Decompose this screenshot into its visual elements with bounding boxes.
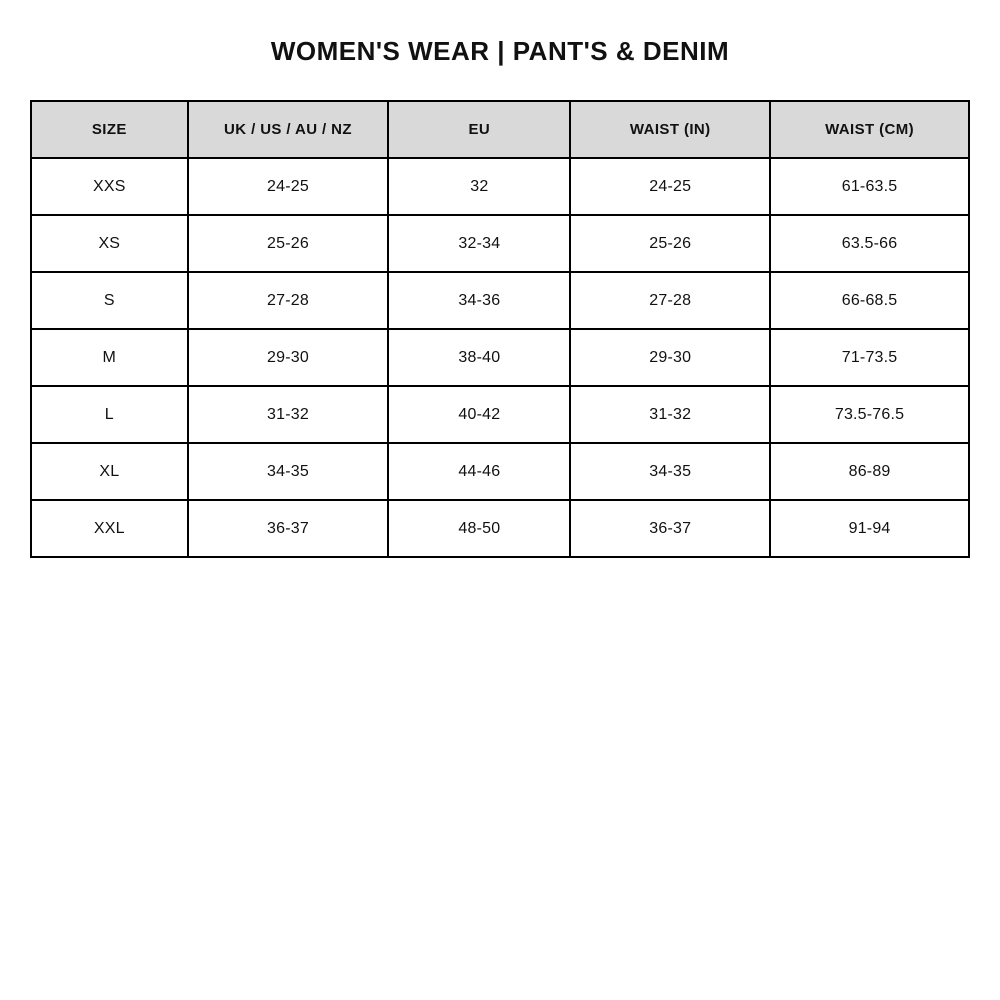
table-row-xxs: [31, 158, 969, 215]
table-row-m: [31, 329, 969, 386]
table-row-xl: [31, 443, 969, 500]
cell-eu: 44-46: [388, 443, 570, 500]
column-header-waist-cm: WAIST (CM): [770, 101, 969, 158]
cell-waist-in: 34-35: [570, 443, 770, 500]
cell-uk-us-au-nz: 31-32: [188, 386, 389, 443]
cell-size: XXS: [31, 158, 188, 215]
cell-uk-us-au-nz: 29-30: [188, 329, 389, 386]
cell-waist-cm: 86-89: [770, 443, 969, 500]
column-header-eu: EU: [388, 101, 570, 158]
cell-eu: 32: [388, 158, 570, 215]
table-header-row: [31, 101, 969, 158]
cell-waist-cm: 61-63.5: [770, 158, 969, 215]
cell-waist-cm: 66-68.5: [770, 272, 969, 329]
cell-waist-cm: 71-73.5: [770, 329, 969, 386]
table-row-s: [31, 272, 969, 329]
cell-uk-us-au-nz: 34-35: [188, 443, 389, 500]
column-header-uk-us-au-nz: UK / US / AU / NZ: [188, 101, 389, 158]
cell-uk-us-au-nz: 36-37: [188, 500, 389, 557]
cell-waist-in: 25-26: [570, 215, 770, 272]
table-row-xs: [31, 215, 969, 272]
cell-waist-in: 27-28: [570, 272, 770, 329]
cell-waist-in: 24-25: [570, 158, 770, 215]
cell-size: XXL: [31, 500, 188, 557]
cell-eu: 48-50: [388, 500, 570, 557]
table-row-xxl: [31, 500, 969, 557]
cell-size: L: [31, 386, 188, 443]
cell-eu: 32-34: [388, 215, 570, 272]
cell-uk-us-au-nz: 24-25: [188, 158, 389, 215]
cell-eu: 38-40: [388, 329, 570, 386]
cell-size: S: [31, 272, 188, 329]
cell-size: M: [31, 329, 188, 386]
cell-eu: 40-42: [388, 386, 570, 443]
cell-size: XL: [31, 443, 188, 500]
column-header-size: SIZE: [31, 101, 188, 158]
cell-waist-cm: 73.5-76.5: [770, 386, 969, 443]
cell-waist-in: 31-32: [570, 386, 770, 443]
size-chart-table: [30, 100, 970, 558]
page-title: WOMEN'S WEAR | PANT'S & DENIM: [270, 36, 730, 66]
cell-waist-cm: 63.5-66: [770, 215, 969, 272]
cell-waist-in: 36-37: [570, 500, 770, 557]
column-header-waist-in: WAIST (IN): [570, 101, 770, 158]
cell-waist-cm: 91-94: [770, 500, 969, 557]
cell-waist-in: 29-30: [570, 329, 770, 386]
cell-eu: 34-36: [388, 272, 570, 329]
cell-size: XS: [31, 215, 188, 272]
table-row-l: [31, 386, 969, 443]
cell-uk-us-au-nz: 27-28: [188, 272, 389, 329]
cell-uk-us-au-nz: 25-26: [188, 215, 389, 272]
